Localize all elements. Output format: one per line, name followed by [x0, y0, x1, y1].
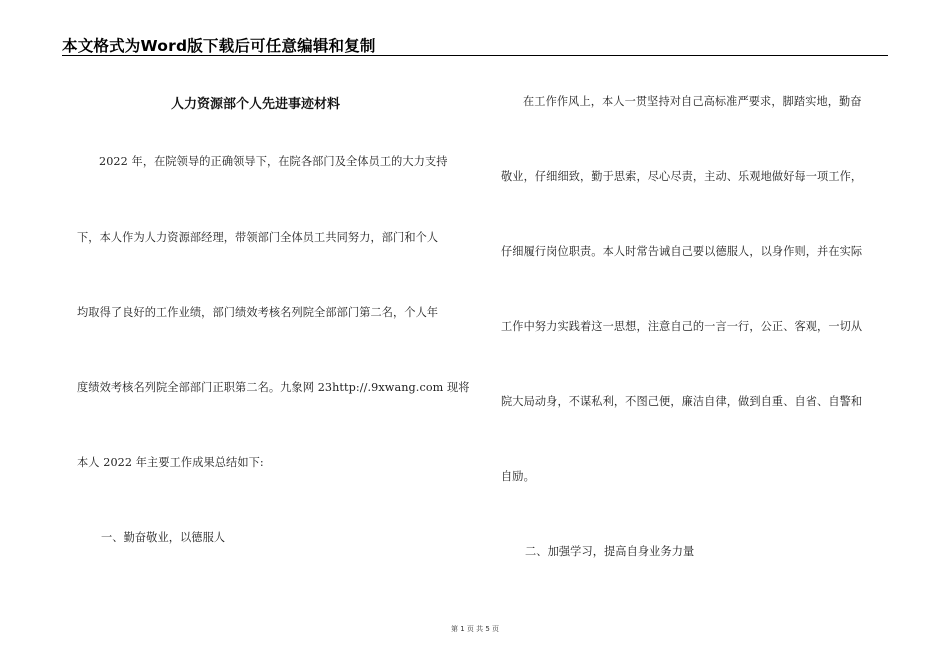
- left-paragraph-line: 2022 年，在院领导的正确领导下，在院各部门及全体员工的大力支持: [99, 155, 448, 168]
- left-paragraph-line: 度绩效考核名列院全部部门正职第二名。九象网 23http://.9xwang.com 现将: [77, 381, 470, 394]
- right-paragraph-line: 工作中努力实践着这一思想，注意自己的一言一行，公正、客观，一切从: [501, 320, 863, 333]
- document-title: 人力资源部个人先进事迹材料: [171, 97, 341, 112]
- right-paragraph-line: 仔细履行岗位职责。本人时常告诫自己要以德服人，以身作则，并在实际: [501, 245, 863, 258]
- left-paragraph-line: 下，本人作为人力资源部经理，带领部门全体员工共同努力，部门和个人: [77, 231, 439, 244]
- page-number-footer: 第 1 页 共 5 页: [450, 625, 500, 633]
- right-paragraph-line: 敬业，仔细细致，勤于思索，尽心尽责，主动、乐观地做好每一项工作，: [501, 170, 863, 183]
- section-heading-1: 一、勤奋敬业，以德服人: [101, 531, 226, 544]
- right-paragraph-line: 在工作作风上，本人一贯坚持对自己高标准严要求，脚踏实地，勤奋: [523, 95, 862, 108]
- left-paragraph-line: 本人 2022 年主要工作成果总结如下:: [77, 456, 264, 469]
- section-heading-2: 二、加强学习，提高自身业务力量: [525, 545, 695, 558]
- right-paragraph-line: 自励。: [501, 470, 535, 483]
- right-paragraph-line: 院大局动身，不谋私利，不图己便，廉洁自律，做到自重、自省、自警和: [501, 395, 863, 408]
- left-paragraph-line: 均取得了良好的工作业绩，部门绩效考核名列院全部部门第二名，个人年: [77, 306, 439, 319]
- document-header-banner: 本文格式为Word版下载后可任意编辑和复制: [62, 37, 376, 55]
- header-divider: [62, 55, 888, 56]
